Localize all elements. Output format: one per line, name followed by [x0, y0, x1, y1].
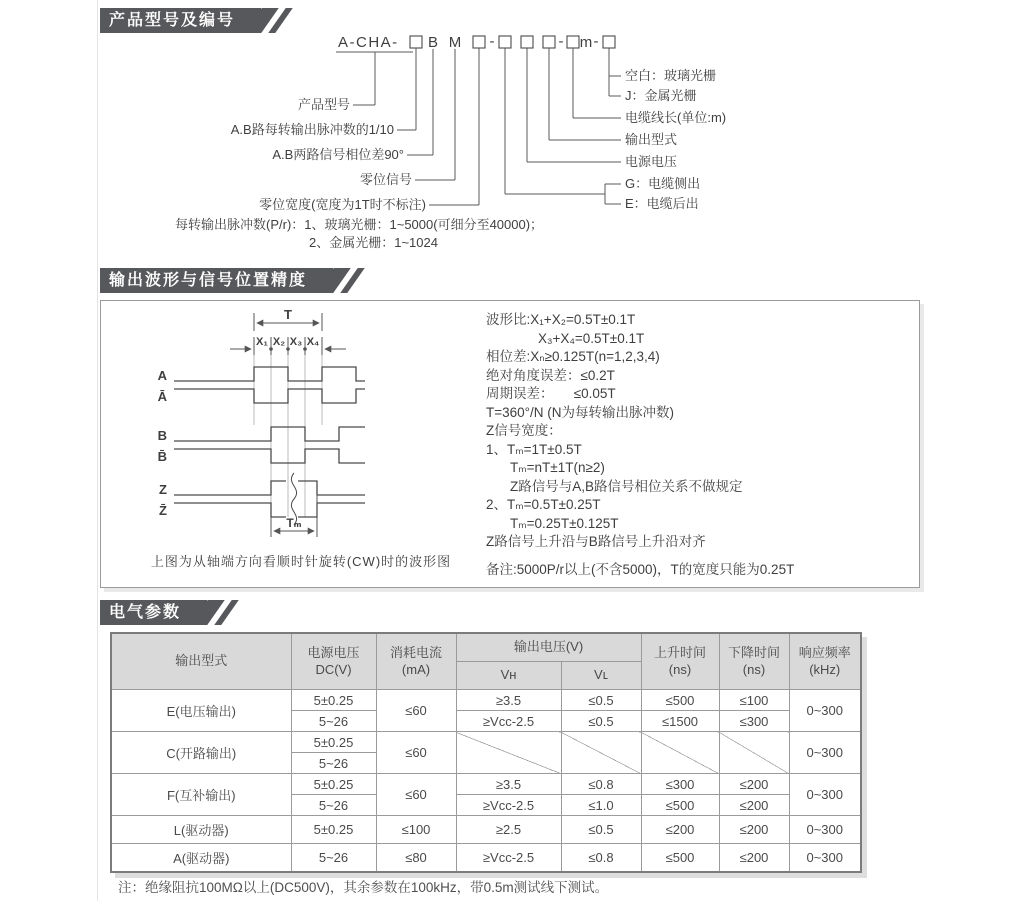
row-c-name: C(开路输出): [111, 732, 291, 774]
spec-remark: 备注:5000P/r以上(不含5000)，T的宽度只能为0.25T: [486, 561, 795, 577]
spec-line: 相位差:Xₙ≥0.125T(n=1,2,3,4): [486, 349, 660, 364]
model-code-dash: -: [558, 33, 564, 50]
cell-l-vh: ≥2.5: [456, 816, 561, 844]
cell-e-fall-1: ≤100: [719, 690, 789, 711]
cell-f-fall-1: ≤200: [719, 774, 789, 795]
cell-a-vh: ≥Vcc-2.5: [456, 844, 561, 873]
signal-spec-block: [486, 311, 911, 579]
section3-header: [100, 600, 230, 625]
model-code-dash: -: [489, 33, 495, 50]
table-footnote: 注：绝缘阻抗100MΩ以上(DC500V)，其余参数在100kHz，带0.5m测试线下测试。: [118, 880, 609, 895]
cell-c-vh-na: [456, 732, 561, 774]
cell-e-current: ≤60: [376, 690, 456, 732]
cell-c-current: ≤60: [376, 732, 456, 774]
model-code-dash: -: [593, 33, 599, 50]
col-header-freq-line1: 响应频率: [798, 644, 851, 660]
cell-c-fall-na: [719, 732, 789, 774]
col-header-output-voltage: 输出电压(V): [456, 633, 641, 662]
label-product-model: 产品型号: [297, 97, 350, 112]
section2-title: 输出波形与信号位置精度: [100, 268, 333, 293]
spec-line: Tₘ=0.25T±0.125T: [510, 515, 619, 531]
row-l-name: L(驱动器): [111, 816, 291, 844]
cell-c-supply-2: 5~26: [291, 753, 376, 774]
cell-e-vl-1: ≤0.5: [561, 690, 641, 711]
cell-e-vl-2: ≤0.5: [561, 711, 641, 732]
col-header-current-line2: (mA): [401, 661, 431, 677]
label-cable-side: G：电缆侧出: [625, 176, 701, 191]
section2-header: [100, 268, 356, 293]
col-header-fall-line2: (ns): [742, 661, 766, 677]
signal-traces: [174, 367, 365, 525]
cell-f-rise-1: ≤300: [641, 774, 719, 795]
tm-label: Tₘ: [286, 516, 302, 530]
cell-e-freq: 0~300: [789, 690, 861, 732]
cell-f-fall-2: ≤200: [719, 795, 789, 816]
col-header-rise-time: [641, 633, 719, 690]
cell-e-supply-1: 5±0.25: [291, 690, 376, 711]
col-header-response-freq: [789, 633, 861, 690]
label-zero-signal: 零位信号: [359, 172, 412, 187]
signal-a-bar-label: Ā: [157, 389, 167, 404]
col-header-supply-line2: DC(V): [315, 661, 352, 677]
row-f-name: F(互补输出): [111, 774, 291, 816]
signal-z-label: Z: [159, 482, 167, 497]
model-code-box-2: [473, 36, 485, 48]
x4-label: X₄: [306, 336, 320, 348]
spec-line: 2、Tₘ=0.5T±0.25T: [486, 497, 601, 512]
cell-f-vh-1: ≥3.5: [456, 774, 561, 795]
cell-e-fall-2: ≤300: [719, 711, 789, 732]
cell-f-freq: 0~300: [789, 774, 861, 816]
model-code-prefix: A-CHA-: [338, 34, 399, 51]
cell-a-supply: 5~26: [291, 844, 376, 873]
col-header-rise-line1: 上升时间: [653, 644, 706, 660]
section1-title: 产品型号及编号: [100, 8, 261, 33]
waveform-caption: 上图为从轴端方向看顺时针旋转(CW)时的波形图: [150, 554, 452, 569]
waveform-diagram: [129, 305, 489, 545]
label-glass-grating: 空白：玻璃光栅: [625, 68, 717, 83]
spec-line: 周期误差： ≤0.05T: [486, 386, 616, 401]
label-supply-voltage: 电源电压: [625, 154, 678, 169]
label-cable-length: 电缆线长(单位:m): [625, 110, 727, 125]
cell-f-vh-2: ≥Vcc-2.5: [456, 795, 561, 816]
waveform-panel: [100, 300, 920, 588]
model-code-box-3: [499, 36, 511, 48]
label-cable-rear: E：电缆后出: [625, 196, 699, 211]
x2-label: X₂: [272, 336, 286, 348]
spec-line: 1、Tₘ=1T±0.5T: [486, 441, 582, 457]
label-metal-grating: J：金属光栅: [625, 88, 697, 103]
col-header-output-type: 输出型式: [111, 633, 291, 690]
cell-f-vl-2: ≤1.0: [561, 795, 641, 816]
cell-e-rise-2: ≤1500: [641, 711, 719, 732]
col-header-supply: [291, 633, 376, 690]
model-code-box-4: [521, 36, 533, 48]
table-row: [111, 816, 861, 844]
model-right-labels: [625, 68, 726, 211]
label-phase-90: A.B两路信号相位差90°: [272, 147, 404, 162]
cell-e-vh-1: ≥3.5: [456, 690, 561, 711]
label-output-type: 输出型式: [625, 132, 678, 147]
signal-b-bar-label: B̄: [157, 449, 167, 464]
row-e-name: E(电压输出): [111, 690, 291, 732]
model-code-box-6: [567, 36, 579, 48]
spec-line: Tₘ=nT±1T(n≥2): [510, 460, 605, 475]
col-header-current-line1: 消耗电流: [389, 644, 442, 660]
signal-a-bar-trace: [174, 389, 365, 403]
t-label: T: [284, 307, 292, 322]
cell-a-current: ≤80: [376, 844, 456, 873]
table-row: [111, 732, 861, 753]
x1-label: X₁: [256, 336, 268, 348]
model-code-box-1: [410, 36, 422, 48]
model-code-letter-m: M: [448, 34, 462, 51]
spec-line: Z信号宽度：: [486, 423, 562, 438]
cell-l-freq: 0~300: [789, 816, 861, 844]
model-code-letter-b: B: [427, 34, 439, 51]
signal-a-trace: [174, 367, 365, 381]
signal-b-label: B: [157, 428, 167, 443]
cell-f-current: ≤60: [376, 774, 456, 816]
cell-l-current: ≤100: [376, 816, 456, 844]
model-code-box-7: [603, 36, 615, 48]
cell-e-supply-2: 5~26: [291, 711, 376, 732]
spec-line: Z路信号与A,B路信号相位关系不做规定: [510, 478, 743, 494]
cell-e-rise-1: ≤500: [641, 690, 719, 711]
spec-line: Z路信号上升沿与B路信号上升沿对齐: [486, 534, 706, 549]
cell-l-fall: ≤200: [719, 816, 789, 844]
col-header-vl: Vʟ: [561, 662, 641, 690]
table-row: [111, 774, 861, 795]
label-pulse-note-2: 2、金属光栅：1~1024: [309, 235, 438, 250]
electrical-parameters-table: [110, 632, 862, 873]
table-row: [111, 690, 861, 711]
waveform-labels: [158, 307, 320, 530]
cell-c-rise-na: [641, 732, 719, 774]
signal-b-bar-trace: [174, 449, 365, 463]
model-left-labels: [175, 97, 543, 250]
signal-a-label: A: [157, 368, 167, 383]
spec-line: 波形比:X₁+X₂=0.5T±0.1T: [486, 312, 636, 327]
cell-f-supply-2: 5~26: [291, 795, 376, 816]
label-pulse-note-1: 每转输出脉冲数(P/r)：1、玻璃光栅：1~5000(可细分至40000)；: [175, 217, 544, 232]
cell-c-freq: 0~300: [789, 732, 861, 774]
signal-z-trace: [174, 481, 365, 495]
cell-c-vl-na: [561, 732, 641, 774]
col-header-current: [376, 633, 456, 690]
electrical-parameters: [110, 632, 862, 873]
cell-l-supply: 5±0.25: [291, 816, 376, 844]
row-a-name: A(驱动器): [111, 844, 291, 873]
label-zero-width: 零位宽度(宽度为1T时不标注): [259, 197, 426, 212]
col-header-fall-time: [719, 633, 789, 690]
signal-z-bar-label: Z̄: [159, 503, 167, 518]
col-header-rise-line2: (ns): [668, 661, 692, 677]
cell-f-rise-2: ≤500: [641, 795, 719, 816]
cell-f-vl-1: ≤0.8: [561, 774, 641, 795]
model-code-box-5: [543, 36, 555, 48]
cell-c-supply-1: 5±0.25: [291, 732, 376, 753]
section3-title: 电气参数: [100, 600, 207, 625]
cell-e-vh-2: ≥Vcc-2.5: [456, 711, 561, 732]
signal-b-trace: [174, 427, 365, 441]
spec-line: T=360°/N (N为每转输出脉冲数): [486, 404, 675, 420]
cell-a-freq: 0~300: [789, 844, 861, 873]
label-pulse-tenth: A.B路每转输出脉冲数的1/10: [230, 122, 394, 137]
col-header-supply-line1: 电源电压: [307, 644, 360, 660]
cell-f-supply-1: 5±0.25: [291, 774, 376, 795]
spec-line: 绝对角度误差：≤0.2T: [486, 367, 615, 383]
x3-label: X₃: [289, 336, 303, 348]
model-code-text: [338, 33, 599, 51]
col-header-vh: Vʜ: [456, 662, 561, 690]
cell-l-vl: ≤0.5: [561, 816, 641, 844]
cell-l-rise: ≤200: [641, 816, 719, 844]
model-code-letter-m-small: m: [579, 34, 593, 51]
cell-a-rise: ≤500: [641, 844, 719, 873]
cell-a-vl: ≤0.8: [561, 844, 641, 873]
signal-z-bar-trace: [174, 503, 365, 517]
table-row: [111, 844, 861, 873]
col-header-fall-line1: 下降时间: [727, 644, 780, 660]
model-code-diagram: [95, 30, 925, 252]
spec-line: X₃+X₄=0.5T±0.1T: [538, 330, 645, 346]
col-header-freq-line2: (kHz): [809, 661, 841, 677]
cell-a-fall: ≤200: [719, 844, 789, 873]
